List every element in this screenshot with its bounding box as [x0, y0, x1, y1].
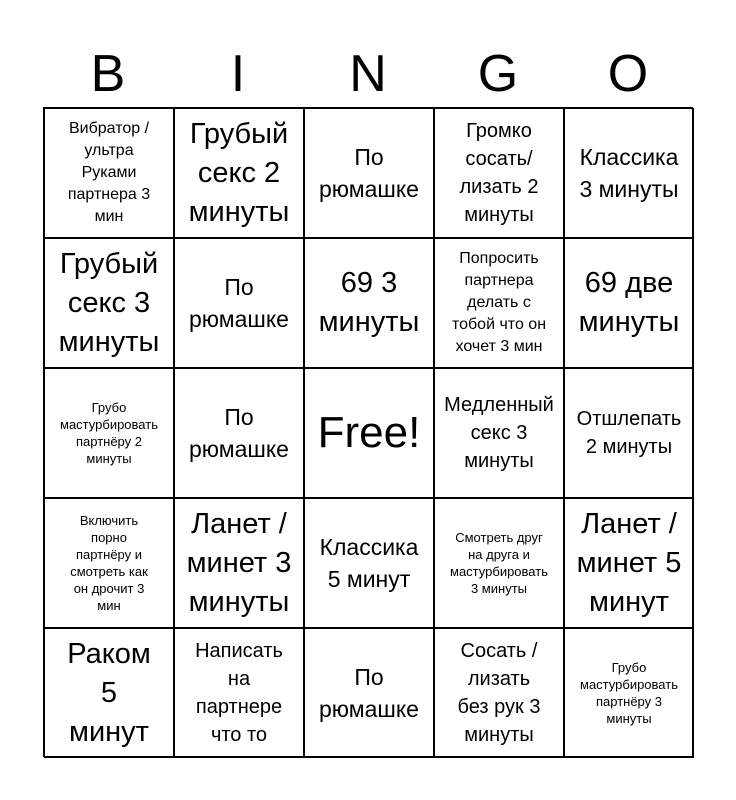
bingo-cell-r4c5[interactable] [564, 498, 694, 628]
bingo-cell-r4c1[interactable] [44, 498, 174, 628]
cell-text: Громко сосать/ лизать 2 минуты [459, 120, 539, 226]
header-letter-n: N [349, 45, 387, 103]
header-letter-o: O [607, 45, 649, 103]
bingo-cell-r1c4[interactable] [434, 108, 564, 238]
cell-text: 69 две минуты [578, 267, 680, 338]
bingo-cell-r2c4[interactable] [434, 238, 564, 368]
cell-text: Попросить партнера делать с тобой что он хочет 3 мин [451, 250, 547, 355]
cell-text: Раком 5 минут [67, 637, 151, 748]
bingo-cell-r2c3[interactable] [304, 238, 434, 368]
bingo-cell-r4c4[interactable] [434, 498, 564, 628]
bingo-cell-r1c3[interactable] [304, 108, 434, 238]
cell-text: 69 3 минуты [318, 267, 420, 338]
cell-text: Классика 5 минут [319, 534, 419, 592]
bingo-cell-r4c3[interactable] [304, 498, 434, 628]
bingo-cell-r2c5[interactable] [564, 238, 694, 368]
bingo-cell-r1c5[interactable] [564, 108, 694, 238]
header-letter-i: I [230, 45, 246, 103]
cell-text: Грубо мастурбировать партнёру 3 минуты [580, 660, 678, 726]
cell-text: Ланет / минет 5 минут [576, 507, 682, 618]
bingo-cell-r3c5[interactable] [564, 368, 694, 498]
bingo-cell-r1c2[interactable] [174, 108, 304, 238]
bingo-cell-r3c4[interactable] [434, 368, 564, 498]
bingo-cell-r5c5[interactable] [564, 628, 694, 758]
free-space-text: Free! [317, 408, 421, 457]
cell-text: По рюмашке [319, 144, 419, 202]
cell-text: Написать на партнере что то [195, 640, 283, 746]
bingo-cell-r5c3[interactable] [304, 628, 434, 758]
bingo-cell-r5c4[interactable] [434, 628, 564, 758]
cell-text: Грубо мастурбировать партнёру 2 минуты [60, 400, 158, 466]
cell-text: По рюмашке [189, 404, 289, 462]
bingo-cell-r2c1[interactable] [44, 238, 174, 368]
bingo-cell-r3c2[interactable] [174, 368, 304, 498]
bingo-cell-r3c1[interactable] [44, 368, 174, 498]
bingo-cell-r5c1[interactable] [44, 628, 174, 758]
cell-text: Медленный секс 3 минуты [444, 394, 554, 472]
bingo-cell-r1c1[interactable] [44, 108, 174, 238]
cell-text: Сосать / лизать без рук 3 минуты [457, 640, 541, 746]
header-letter-b: B [90, 45, 126, 103]
cell-text: Включить порно партнёру и смотреть как он дрочит 3 мин [70, 513, 148, 613]
bingo-cell-free[interactable] [304, 368, 434, 498]
header-letter-g: G [477, 45, 519, 103]
cell-text: Грубый секс 3 минуты [58, 247, 160, 358]
bingo-cell-r5c2[interactable] [174, 628, 304, 758]
cell-text: Смотреть друг на друга и мастурбировать 3 минуты [450, 530, 548, 596]
cell-text: Отшлепать 2 минуты [576, 408, 682, 458]
cell-text: Ланет / минет 3 минуты [186, 507, 292, 618]
bingo-grid [43, 107, 693, 757]
cell-text: Вибратор / ультра Руками партнера 3 мин [67, 120, 151, 225]
cell-text: Грубый секс 2 минуты [188, 117, 290, 228]
bingo-cell-r4c2[interactable] [174, 498, 304, 628]
cell-text: По рюмашке [189, 274, 289, 332]
bingo-cell-r2c2[interactable] [174, 238, 304, 368]
cell-text: По рюмашке [319, 664, 419, 722]
bingo-header [43, 40, 693, 108]
cell-text: Классика 3 минуты [579, 144, 679, 202]
